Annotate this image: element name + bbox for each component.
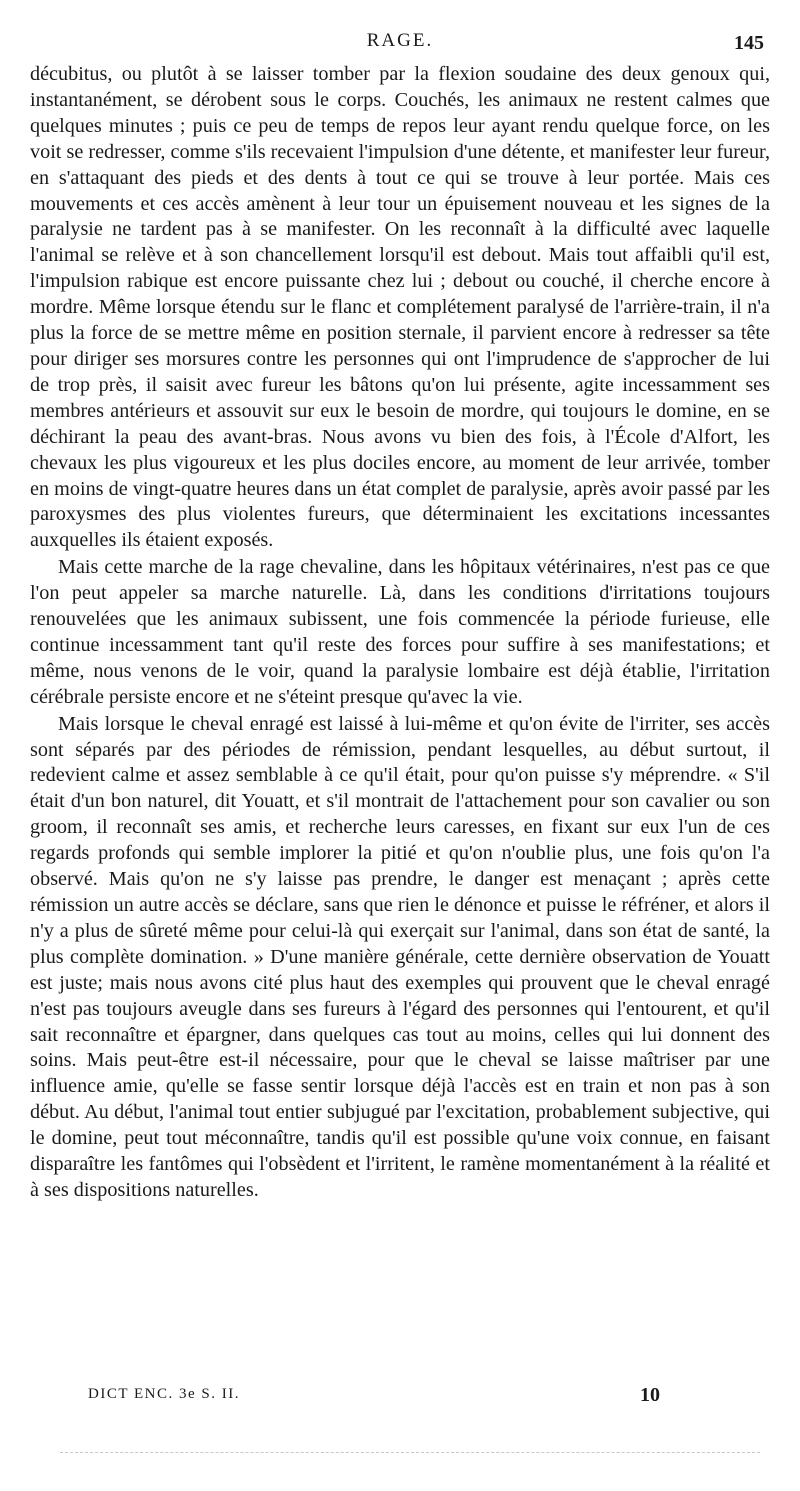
paragraph-1: décubitus, ou plutôt à se laisser tomber par la flexion soudaine des deux genoux qui, instantanément, se dérobent sous le corps. Couchés, les animaux ne restent calmes que quelques minutes ; puis ce peu de temps de repos leur ayant rendu quelque force, on les voit se redresser, comme s'ils recevaient l'impulsion d'une détente, et manifester leur fureur, en s'attaquant des pieds et des dents à tout ce qui se trouve à leur portée. Mais ces mouvements et ces accès amènent à leur tour un épuisement nouveau et les signes de la paralysie ne tardent pas à se manifester. On les reconnaît à la difficulté avec laquelle l'animal se relève et à son chancellement lorsqu'il est debout. Mais tout affaibli qu'il est, l'impulsion rabique est encore puissante chez lui ; debout ou couché, il cherche encore à mordre. Même lorsque étendu sur le flanc et complétement paralysé de l'arrière-train, il n'a plus la force de se mettre même en position sternale, il parvient encore à redresser sa tête pour diriger ses morsures contre les personnes qui ont l'imprudence de s'approcher de lui de trop près, il saisit avec fureur les bâtons qu'on lui présente, agite incessamment ses membres antérieurs et assouvit sur eux le besoin de mordre, qui toujours le domine, en se déchirant la peau des avant-bras. Nous avons vu bien des fois, à l'École d'Alfort, les chevaux les plus vigoureux et les plus dociles encore, au moment de leur arrivée, tomber en moins de vingt-quatre heures dans un état complet de paralysie, après avoir passé par les paroxysmes des plus violentes fureurs, que déterminaient les excitations incessantes auxquelles ils étaient exposés. — [30, 63, 770, 552]
printer-signature: DICT ENC. 3e S. II. — [88, 1386, 240, 1402]
body-text — [30, 62, 770, 1204]
running-head — [30, 30, 770, 58]
sheet-number: 10 — [640, 1384, 660, 1406]
page-number: 145 — [734, 32, 764, 54]
bottom-dotted-rule — [60, 1452, 760, 1453]
paragraph-2: Mais cette marche de la rage chevaline, dans les hôpitaux vétérinaires, n'est pas ce que l'on peut appeler sa marche naturelle. Là, dans les conditions d'irritations toujours renouvelées que les animaux subissent, une fois commencée la période furieuse, elle continue incessamment tant qu'il reste des forces pour suffire à ses manifestations; et même, nous venons de le voir, quand la paralysie lombaire est déjà établie, l'irritation cérébrale persiste encore et ne s'éteint presque qu'avec la vie. — [30, 556, 770, 708]
page-footer — [30, 1386, 770, 1412]
paragraph-3: Mais lorsque le cheval enragé est laissé à lui-même et qu'on évite de l'irriter, ses accès sont séparés par des périodes de rémission, pendant lesquelles, au début surtout, il redevient calme et assez semblable à ce qu'il était, pour qu'on puisse s'y méprendre. « S'il était d'un bon naturel, dit Youatt, et s'il montrait de l'attachement pour son cavalier ou son groom, il reconnaît ses amis, et recherche leurs caresses, en fixant sur eux l'un de ces regards profonds qui semble implorer la pitié et qu'on n'oublie plus, une fois qu'on l'a observé. Mais qu'on ne s'y laisse pas prendre, le danger est menaçant ; après cette rémission un autre accès se déclare, sans que rien le dénonce et puisse le réfréner, et alors il n'y a plus de sûreté même pour celui-là qui exerçait sur l'animal, dans son état de santé, la plus complète domination. » D'une manière générale, cette dernière observation de Youatt est juste; mais nous avons cité plus haut des exemples qui prouvent que le cheval enragé n'est pas toujours aveugle dans ses fureurs à l'égard des personnes qui l'entourent, et qu'il sait reconnaître et épargner, dans quelques cas tout au moins, celles qui lui donnent des soins. Mais peut-être est-il nécessaire, pour que le cheval se laisse maîtriser par une influence amie, qu'elle se fasse sentir lorsque déjà l'accès est en train et non pas à son début. Au début, l'animal tout entier subjugué par l'excitation, probablement subjective, qui le domine, peut tout méconnaître, tandis qu'il est possible qu'une voix connue, en faisant disparaître les fantômes qui l'obsèdent et l'irritent, le ramène momentanément à la réalité et à ses dispositions naturelles. — [30, 712, 770, 1201]
running-title: RAGE. — [366, 30, 434, 51]
